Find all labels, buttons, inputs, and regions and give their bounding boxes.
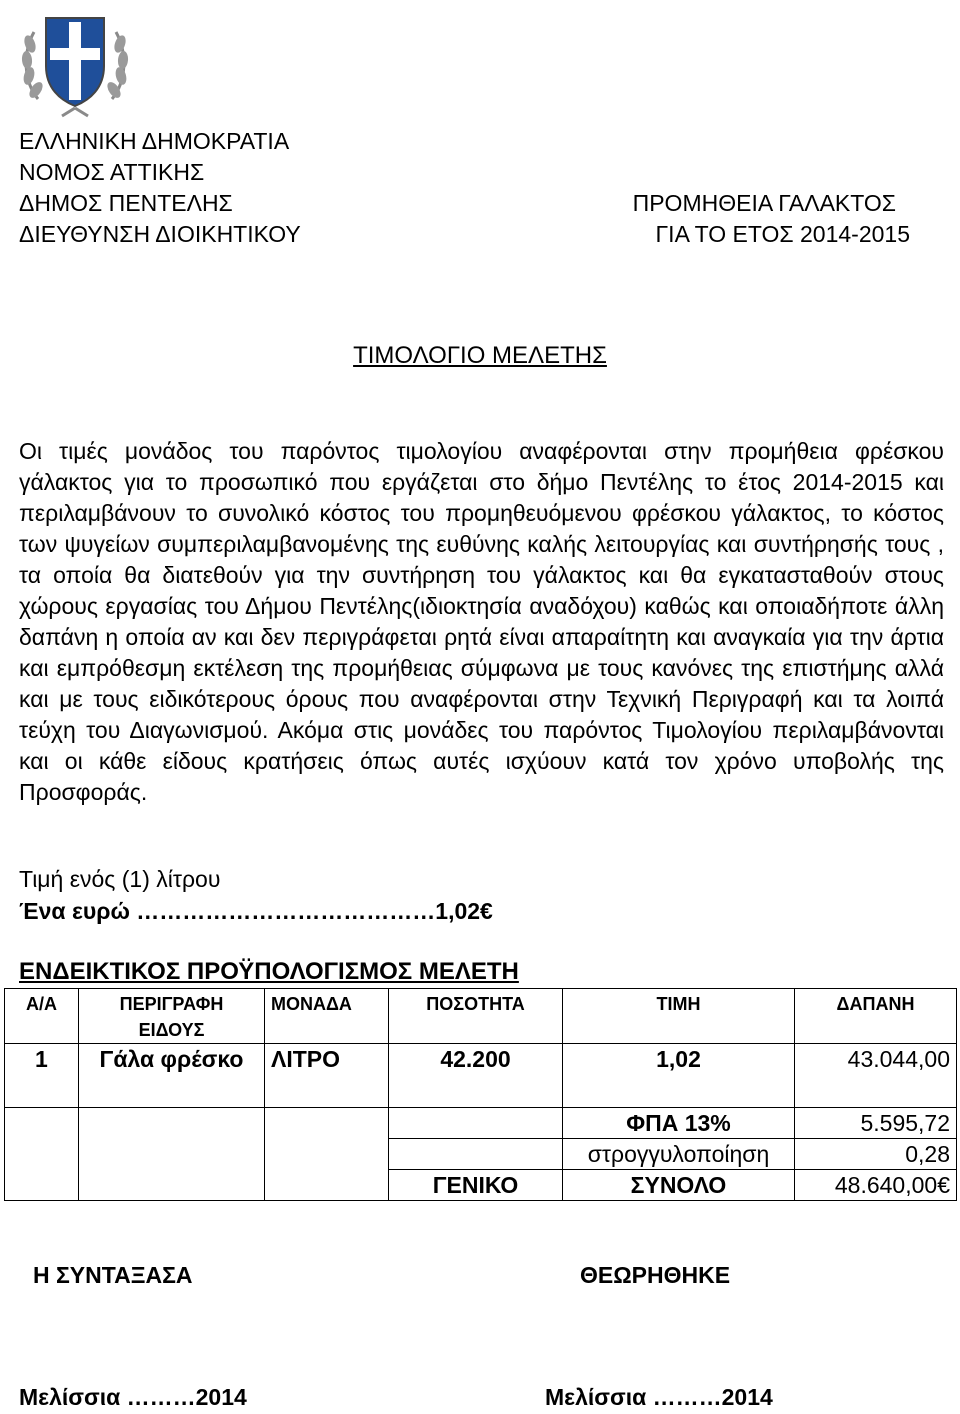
header-unit: ΜΟΝΑΔΑ	[265, 989, 389, 1044]
total-label-1: ΓΕΝΙΚΟ	[389, 1170, 563, 1201]
row-description: Γάλα φρέσκο	[79, 1044, 265, 1108]
header-subject: ΠΡΟΜΗΘΕΙΑ ΓΑΛΑΚΤΟΣ	[632, 190, 896, 216]
row-price: 1,02	[563, 1044, 795, 1108]
row-unit: ΛΙΤΡΟ	[265, 1044, 389, 1108]
header-municipality: ΔΗΜΟΣ ΠΕΝΤΕΛΗΣ	[19, 190, 233, 216]
price-in-words: Ένα ευρώ …………………………………1,02€	[19, 898, 493, 924]
description-paragraph: Οι τιμές μονάδος του παρόντος τιμολογίου αναφέρονται στην προμήθεια φρέσκου γάλακτος για το προσωπικό που εργάζεται στο δήμο Πεντέλης το έτος 2014-2015 και περιλαμβάνουν το συνολικό κόστος του προμηθευόμενου φρέσκου γάλακτος, το κόστος των ψυγείων συμπεριλαμβανομένης της ευθύνης καλής λειτουργίας και συντήρησής τους , τα οποία θα διατεθούν για την συντήρηση του γάλακτος και θα εγκατασταθούν στους χώρους εργασίας του Δήμου Πεντέλης(ιδιοκτησία αναδόχου) καθώς και οποιαδήποτε άλλη δαπάνη η οποία αν και δεν περιγράφεται ρητά είναι απαραίτητη και αναγκαία για την άρτια και εμπρόθεσμη εκτέλεση της προμήθειας σύμφωνα με τους κανόνες της επιστήμης αλλά και με τους ειδικότερους όρους που αναφέρονται στην Τεχνική Περιγραφή και τα λοιπά τεύχη του Διαγωνισμού. Ακόμα στις μονάδες του παρόντος Τιμολογίου περιλαμβάνονται και οι κάθε είδους κρατήσεις όπως αυτές ισχύουν κατά τον χρόνο υποβολής της Προσφοράς.	[19, 438, 944, 805]
vat-label: ΦΠΑ 13%	[563, 1108, 795, 1139]
budget-table	[4, 988, 957, 1201]
header-country: ΕΛΛΗΝΙΚΗ ΔΗΜΟΚΡΑΤΙΑ	[19, 128, 290, 154]
total-value: 48.640,00€	[795, 1170, 957, 1201]
vat-value: 5.595,72	[795, 1108, 957, 1139]
signature-right-label: ΘΕΩΡΗΘΗΚΕ	[580, 1262, 731, 1288]
rounding-row	[5, 1139, 957, 1170]
row-aa: 1	[5, 1044, 79, 1108]
header-aa: Α/Α	[5, 989, 79, 1044]
header-cost: ΔΑΠΑΝΗ	[795, 989, 957, 1044]
vat-row	[5, 1108, 957, 1139]
document-title: ΤΙΜΟΛΟΓΙΟ ΜΕΛΕΤΗΣ	[353, 342, 607, 369]
budget-title: ΕΝΔΕΙΚΤΙΚΟΣ ΠΡΟΫΠΟΛΟΓΙΣΜΟΣ ΜΕΛΕΤΗ	[19, 958, 519, 985]
greek-coat-of-arms-icon	[16, 4, 134, 122]
header-year: ΓΙΑ ΤΟ ΕΤΟΣ 2014-2015	[655, 221, 910, 247]
price-label: Τιμή ενός (1) λίτρου	[19, 866, 221, 892]
table-header-row	[5, 989, 957, 1044]
rounding-value: 0,28	[795, 1139, 957, 1170]
header-price: ΤΙΜΗ	[563, 989, 795, 1044]
signature-left-label: Η ΣΥΝΤΑΞΑΣΑ	[33, 1262, 193, 1288]
total-label-2: ΣΥΝΟΛΟ	[563, 1170, 795, 1201]
total-row	[5, 1170, 957, 1201]
header-prefecture: ΝΟΜΟΣ ΑΤΤΙΚΗΣ	[19, 159, 205, 185]
signature-right-date: Μελίσσια ………2014	[545, 1384, 773, 1410]
signature-left-date: Μελίσσια ………2014	[19, 1384, 247, 1410]
row-cost: 43.044,00	[795, 1044, 957, 1108]
header-description: ΠΕΡΙΓΡΑΦΗ ΕΙΔΟΥΣ	[79, 989, 265, 1044]
header-quantity: ΠΟΣΟΤΗΤΑ	[389, 989, 563, 1044]
table-row	[5, 1044, 957, 1108]
row-quantity: 42.200	[389, 1044, 563, 1108]
header-directorate: ΔΙΕΥΘΥΝΣΗ ΔΙΟΙΚΗΤΙΚΟΥ	[19, 221, 301, 247]
rounding-label: στρογγυλοποίηση	[563, 1139, 795, 1170]
